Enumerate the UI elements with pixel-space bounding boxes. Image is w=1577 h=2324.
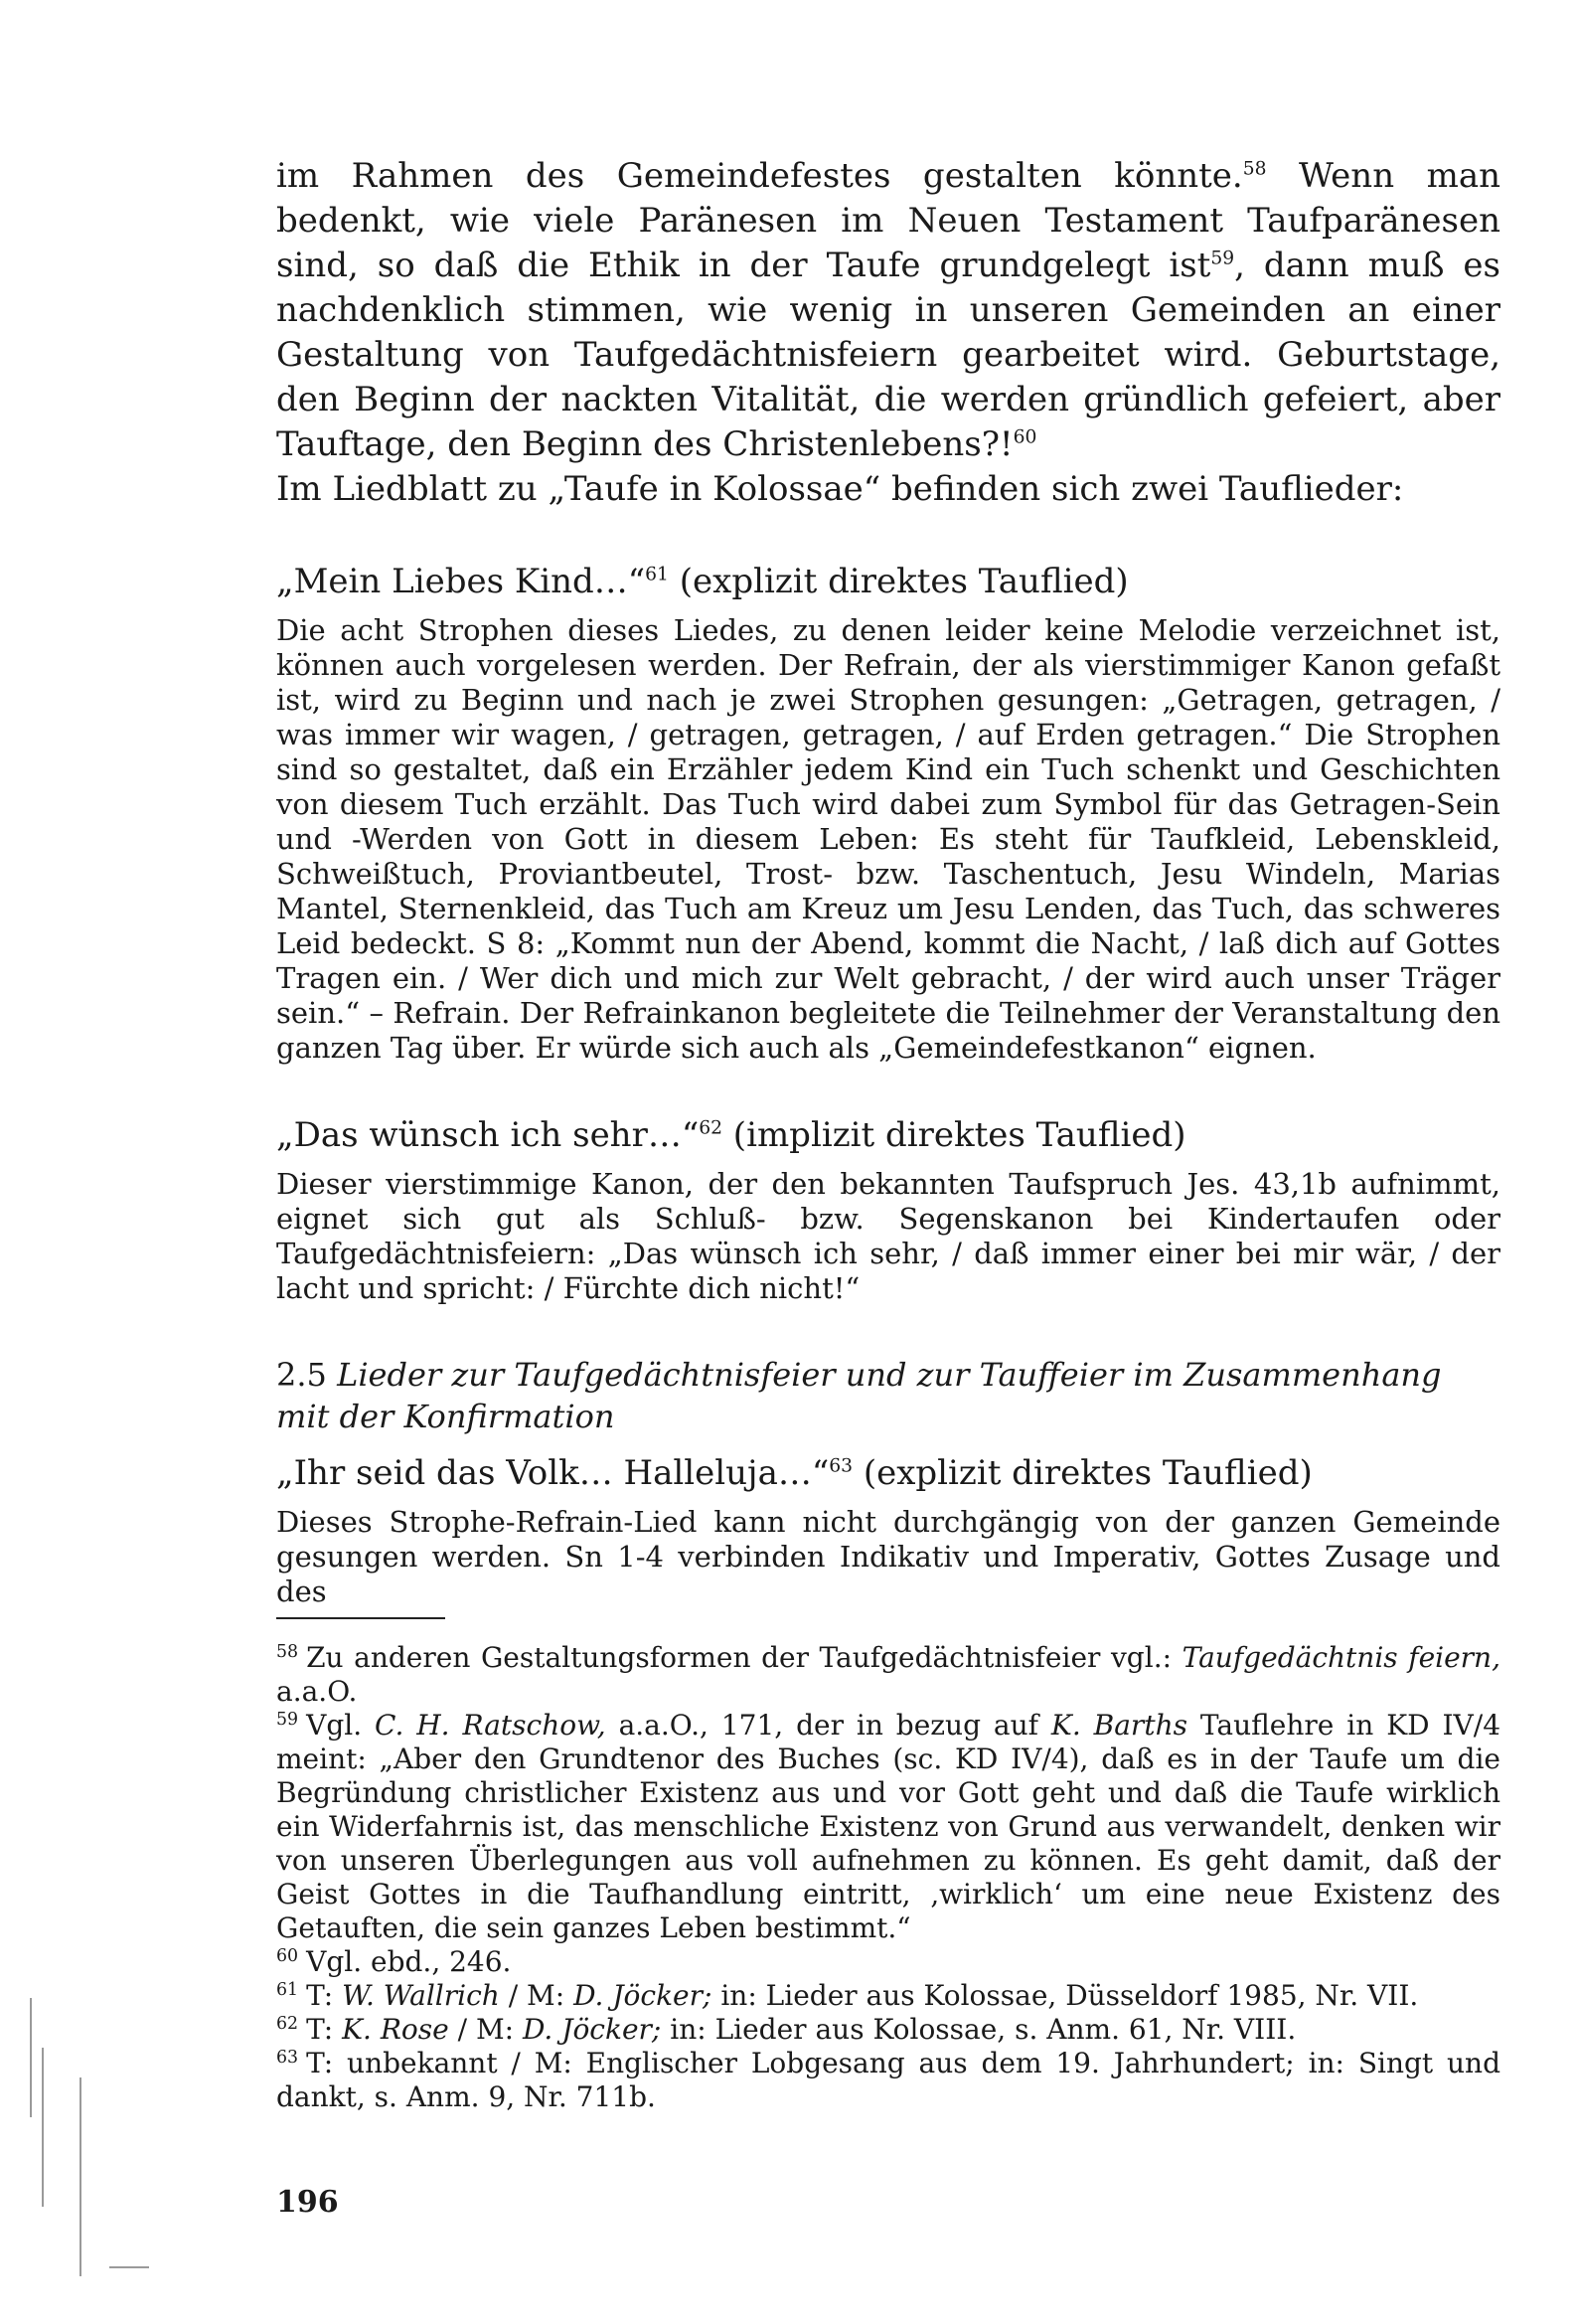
song-description: Die acht Strophen dieses Liedes, zu denen leider keine Melodie verzeichnet ist, können auch vorgelesen werden. Der Refrain, der als vierstimmiger Kanon gefaßt ist, wird zu Beginn und nach je zwei Strophen gesungen: „Getragen, getragen, / was immer wir wagen, / getragen, getragen, / auf Erden getragen.“ Die Strophen sind so gestaltet, daß ein Erzähler jedem Kind ein Tuch schenkt und Geschichten von diesem Tuch erzählt. Das Tuch wird dabei zum Symbol für das Getragen-Sein und -Werden von Gott in diesem Leben: Es steht für Taufkleid, Lebenskleid, Schweißtuch, Proviantbeutel, Trost- bzw. Taschentuch, Jesu Windeln, Marias Mantel, Sternenkleid, das Tuch am Kreuz um Jesu Lenden, das Tuch, das schweres Leid bedeckt. S 8: „Kommt nun der Abend, kommt die Nacht, / laß dich auf Gottes Tragen ein. / Wer dich und mich zur Welt gebracht, / der wird auch unser Träger sein.“ – Refrain. Der Refrainkanon begleitete die Teilnehmer der Veranstaltung den ganzen Tag über. Er würde sich auch als „Gemeindefestkanon“ eignen. [276,613,1500,1065]
footnote-ref[interactable]: 60 [1013,426,1037,448]
song-title: „Mein Liebes Kind…“$^{61}$ (explizit direktes Tauflied) [276,562,1129,601]
footnote-ref[interactable]: 59 [1210,248,1235,269]
footnote-divider [276,1617,445,1619]
footnote-63: $^{63}$ T: unbekannt / M: Englischer Lobgesang aus dem 19. Jahrhundert; in: Singt und dankt, s. Anm. 9, Nr. 711b. [276,2047,1500,2113]
section-title: Lieder zur Taufgedächtnisfeier und zur Tauffeier im Zusammenhang mit der Konfirmation [276,1356,1442,1435]
song-block [276,1113,1500,1306]
footnote-61: $^{61}$ T: W. Wallrich / M: D. Jöcker; in: Lieder aus Kolossae, Düsseldorf 1985, Nr. VII. [276,1979,1419,2012]
song-description: Dieses Strophe-Refrain-Lied kann nicht durchgängig von der ganzen Gemeinde gesungen werden. Sn 1-4 verbinden Indikativ und Imperativ, Gottes Zusage und des [276,1505,1500,1608]
section-number: 2.5 [276,1356,327,1394]
body-paragraph: im Rahmen des Gemeindefestes gestalten könnte.$^{58}$ Wenn man bedenkt, wie viele Paränesen im Neuen Testament Taufparänesen sind, so daß die Ethik in der Taufe grundgelegt ist$^{59}$, dann muß es nachdenklich stimmen, wie wenig in unseren Gemeinden an einer Gestaltung von Taufgedächtnisfeiern gearbeitet wird. Geburtstage, den Beginn der nackten Vitalität, die werden gründlich gefeiert, aber Tauftage, den Beginn des Christenlebens?!$^{60}$ [276,156,1500,464]
footnote-59: $^{59}$ Vgl. C. H. Ratschow, a.a.O., 171, der in bezug auf K. Barths Tauflehre in KD IV/4 meint: „Aber den Grundtenor des Buches (sc. KD IV/4), daß es in der Taufe um die Begründung christlicher Existenz aus und vor Gott geht und daß die Taufe wirklich ein Widerfahrnis ist, das menschliche Existenz von Grund aus verwandelt, denken wir von unseren Überlegungen aus voll aufnehmen zu können. Es geht damit, daß der Geist Gottes in die Taufhandlung eintritt, ‚wirklich‘ um eine neue Existenz des Getauften, die sein ganzes Leben bestimmt.“ [276,1709,1501,1944]
footnote-ref[interactable]: 63 [829,1455,854,1477]
footnotes [276,1641,1500,2114]
footnote-58: $^{58}$ Zu anderen Gestaltungsformen der Taufgedächtnisfeier vgl.: Taufgedächtnis feiern, a.a.O. [276,1641,1500,1708]
section-heading [276,1354,1500,1437]
footnote-ref[interactable]: 62 [699,1117,722,1139]
body-paragraph: Im Liedblatt zu „Taufe in Kolossae“ befinden sich zwei Tauflieder: [276,469,1404,509]
footnote-62: $^{62}$ T: K. Rose / M: D. Jöcker; in: Lieder aus Kolossae, s. Anm. 61, Nr. VIII. [276,2013,1297,2046]
page-number: 196 [276,2185,339,2220]
page-content [276,154,1500,2114]
song-title: „Das wünsch ich sehr…“$^{62}$ (implizit direktes Tauflied) [276,1115,1186,1155]
footnote-ref[interactable]: 61 [645,564,669,585]
song-description: Dieser vierstimmige Kanon, der den bekannten Taufspruch Jes. 43,1b aufnimmt, eignet sich gut als Schluß- bzw. Segenskanon bei Kindertaufen oder Taufgedächtnisfeiern: „Das wünsch ich sehr, / daß immer einer bei mir wär, / der lacht und spricht: / Fürchte dich nicht!“ [276,1167,1500,1305]
song-title: „Ihr seid das Volk… Halleluja…“$^{63}$ (explizit direktes Tauflied) [276,1453,1313,1493]
song-block [276,560,1500,1066]
song-block [276,1451,1500,1609]
footnote-60: $^{60}$ Vgl. ebd., 246. [276,1945,512,1978]
scan-margin-marks [20,1958,169,2316]
footnote-ref[interactable]: 58 [1242,158,1267,180]
